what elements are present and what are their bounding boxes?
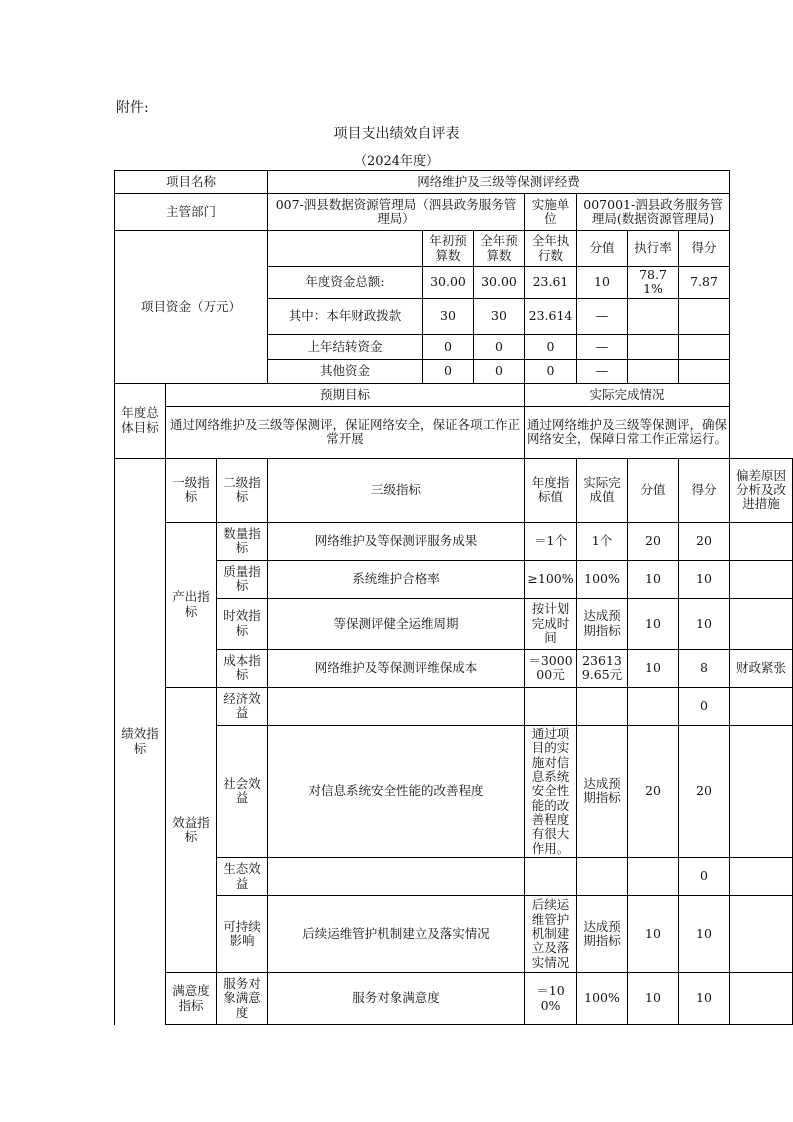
funds-cell — [679, 359, 730, 383]
funds-header: 分值 — [577, 231, 628, 267]
report-year: （2024年度） — [353, 154, 440, 169]
level2: 质量指标 — [217, 560, 268, 598]
reason — [730, 858, 793, 896]
perf-header: 实际完成值 — [577, 458, 628, 522]
perf-row — [115, 725, 793, 857]
reason — [730, 896, 793, 973]
level2: 服务对象满意度 — [217, 973, 268, 1025]
got-score: 0 — [679, 687, 730, 725]
score: 20 — [628, 725, 679, 857]
funds-cell: — — [577, 359, 628, 383]
project-name-label: 项目名称 — [115, 171, 268, 194]
funds-header: 全年预算数 — [474, 231, 525, 267]
got-score: 10 — [679, 598, 730, 649]
target-value — [525, 687, 577, 725]
score: 10 — [628, 598, 679, 649]
reason — [730, 560, 793, 598]
impl-label: 实施单位 — [525, 194, 577, 231]
reason: 财政紧张 — [730, 649, 793, 687]
funds-cell: 30.00 — [474, 267, 525, 299]
actual-value — [577, 687, 628, 725]
funds-cell: 23.614 — [525, 298, 577, 334]
perf-header: 三级指标 — [268, 458, 525, 522]
funds-cell: — — [577, 334, 628, 359]
dept-value: 007-泗县数据资源管理局（泗县政务服务管理局） — [268, 194, 525, 231]
level3 — [268, 687, 525, 725]
level2: 生态效益 — [217, 858, 268, 896]
perf-header: 得分 — [679, 458, 730, 522]
target-value: 后续运维管护机制建立及落实情况 — [525, 896, 577, 973]
perf-header: 分值 — [628, 458, 679, 522]
funds-row-name: 其他资金 — [268, 359, 423, 383]
funds-row-name: 其中：本年财政拨款 — [268, 298, 423, 334]
funds-header: 执行率 — [628, 231, 679, 267]
project-name-value: 网络维护及三级等保测评经费 — [268, 171, 730, 194]
funds-cell: 30.00 — [423, 267, 474, 299]
dept-label: 主管部门 — [115, 194, 268, 231]
funds-cell: 0 — [474, 334, 525, 359]
funds-cell: 30 — [474, 298, 525, 334]
level3: 等保测评健全运维周期 — [268, 598, 525, 649]
level3 — [268, 858, 525, 896]
reason — [730, 598, 793, 649]
expected-goal-text: 通过网络维护及三级等保测评，保证网络安全，保证各项工作正常开展 — [166, 406, 525, 458]
got-score: 10 — [679, 973, 730, 1025]
got-score: 0 — [679, 858, 730, 896]
funds-label: 项目资金（万元） — [115, 231, 268, 384]
score — [628, 858, 679, 896]
level2: 经济效益 — [217, 687, 268, 725]
funds-header: 年初预算数 — [423, 231, 474, 267]
level2: 成本指标 — [217, 649, 268, 687]
got-score: 20 — [679, 725, 730, 857]
funds-cell: 10 — [577, 267, 628, 299]
perf-row — [115, 858, 793, 896]
funds-cell — [628, 359, 679, 383]
funds-cell: 0 — [525, 359, 577, 383]
perf-header: 偏差原因分析及改进措施 — [730, 458, 793, 522]
funds-header: 得分 — [679, 231, 730, 267]
level3: 网络维护及等保测评服务成果 — [268, 522, 525, 560]
goals-text-row — [115, 406, 793, 458]
perf-row — [115, 649, 793, 687]
target-value: ≥100% — [525, 560, 577, 598]
funds-row-name: 年度资金总额: — [268, 267, 423, 299]
reason — [730, 522, 793, 560]
level1-benefit: 效益指标 — [166, 687, 217, 972]
score — [628, 687, 679, 725]
funds-cell: — — [577, 298, 628, 334]
performance-label: 绩效指标 — [115, 458, 166, 1024]
perf-row — [115, 522, 793, 560]
perf-header-row — [115, 458, 793, 522]
level2: 可持续影响 — [217, 896, 268, 973]
actual-value: 达成预期指标 — [577, 725, 628, 857]
actual-value: 100% — [577, 560, 628, 598]
page-title: 项目支出绩效自评表 — [333, 126, 460, 142]
target-value: 按计划完成时间 — [525, 598, 577, 649]
actual-value: 236139.65元 — [577, 649, 628, 687]
actual-goal-text: 通过网络维护及三级等保测评，确保网络安全，保障日常工作正常运行。 — [525, 406, 730, 458]
level3: 网络维护及等保测评维保成本 — [268, 649, 525, 687]
level3: 服务对象满意度 — [268, 973, 525, 1025]
funds-cell — [628, 334, 679, 359]
reason — [730, 725, 793, 857]
score: 10 — [628, 560, 679, 598]
level3: 系统维护合格率 — [268, 560, 525, 598]
actual-value: 达成预期指标 — [577, 896, 628, 973]
reason — [730, 973, 793, 1025]
perf-row — [115, 687, 793, 725]
funds-cell — [679, 298, 730, 334]
perf-header: 一级指标 — [166, 458, 217, 522]
project-name-row — [115, 171, 793, 194]
funds-header: 全年执行数 — [525, 231, 577, 267]
perf-header: 二级指标 — [217, 458, 268, 522]
perf-row — [115, 973, 793, 1025]
funds-cell: 0 — [474, 359, 525, 383]
target-value: ＝1个 — [525, 522, 577, 560]
perf-row — [115, 560, 793, 598]
funds-cell: 7.87 — [679, 267, 730, 299]
funds-cell: 30 — [423, 298, 474, 334]
goals-label: 年度总体目标 — [115, 383, 166, 458]
funds-row-name: 上年结转资金 — [268, 334, 423, 359]
actual-value: 达成预期指标 — [577, 598, 628, 649]
funds-header-row — [115, 231, 793, 267]
actual-value: 1个 — [577, 522, 628, 560]
funds-cell: 0 — [525, 334, 577, 359]
perf-header: 年度指标值 — [525, 458, 577, 522]
impl-value: 007001-泗县政务服务管理局(数据资源管理局) — [577, 194, 730, 231]
got-score: 8 — [679, 649, 730, 687]
level3: 对信息系统安全性能的改善程度 — [268, 725, 525, 857]
got-score: 10 — [679, 896, 730, 973]
level2: 时效指标 — [217, 598, 268, 649]
score: 10 — [628, 896, 679, 973]
perf-row — [115, 598, 793, 649]
score: 20 — [628, 522, 679, 560]
actual-value: 100% — [577, 973, 628, 1025]
expected-goal-label: 预期目标 — [166, 383, 525, 406]
target-value — [525, 858, 577, 896]
funds-cell: 0 — [423, 334, 474, 359]
level1-output: 产出指标 — [166, 522, 217, 687]
level2: 数量指标 — [217, 522, 268, 560]
target-value: ＝100% — [525, 973, 577, 1025]
funds-cell: 0 — [423, 359, 474, 383]
funds-cell: 78.71% — [628, 267, 679, 299]
target-value: 通过项目的实施对信息系统安全性能的改善程度有很大作用。 — [525, 725, 577, 857]
funds-header-blank — [268, 231, 423, 267]
level2: 社会效益 — [217, 725, 268, 857]
department-row — [115, 194, 793, 231]
funds-cell — [679, 334, 730, 359]
reason — [730, 687, 793, 725]
actual-goal-label: 实际完成情况 — [525, 383, 730, 406]
score: 10 — [628, 649, 679, 687]
level1-satisfaction: 满意度指标 — [166, 973, 217, 1025]
actual-value — [577, 858, 628, 896]
perf-row — [115, 896, 793, 973]
target-value: ＝300000元 — [525, 649, 577, 687]
funds-cell — [628, 298, 679, 334]
got-score: 10 — [679, 560, 730, 598]
got-score: 20 — [679, 522, 730, 560]
level3: 后续运维管护机制建立及落实情况 — [268, 896, 525, 973]
attachment-label: 附件: — [116, 100, 149, 116]
funds-cell: 23.61 — [525, 267, 577, 299]
self-evaluation-table — [114, 170, 793, 1025]
score: 10 — [628, 973, 679, 1025]
goals-header-row — [115, 383, 793, 406]
